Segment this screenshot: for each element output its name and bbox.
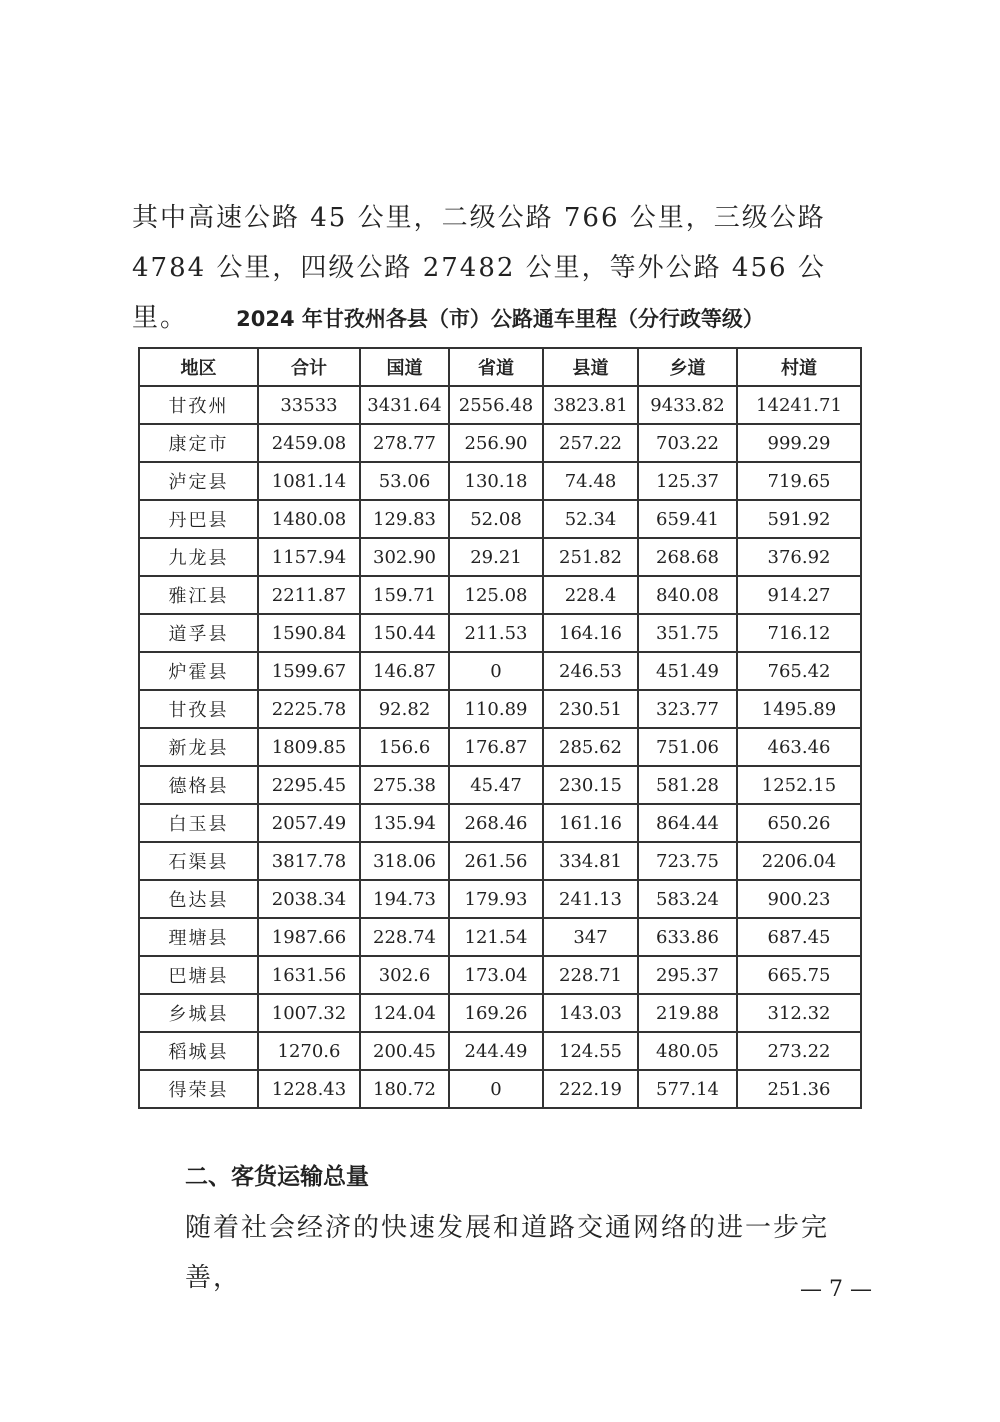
value-cell: 347 [543, 918, 638, 956]
value-cell: 230.51 [543, 690, 638, 728]
value-cell: 150.44 [360, 614, 449, 652]
table-row [139, 804, 861, 842]
region-cell: 得荣县 [139, 1070, 258, 1108]
value-cell: 0 [449, 652, 543, 690]
value-cell: 376.92 [737, 538, 861, 576]
value-cell: 180.72 [360, 1070, 449, 1108]
value-cell: 2057.49 [258, 804, 360, 842]
value-cell: 146.87 [360, 652, 449, 690]
value-cell: 164.16 [543, 614, 638, 652]
value-cell: 295.37 [638, 956, 737, 994]
region-cell: 理塘县 [139, 918, 258, 956]
value-cell: 302.90 [360, 538, 449, 576]
value-cell: 765.42 [737, 652, 861, 690]
value-cell: 334.81 [543, 842, 638, 880]
value-cell: 719.65 [737, 462, 861, 500]
value-cell: 2295.45 [258, 766, 360, 804]
region-cell: 白玉县 [139, 804, 258, 842]
value-cell: 110.89 [449, 690, 543, 728]
value-cell: 723.75 [638, 842, 737, 880]
value-cell: 200.45 [360, 1032, 449, 1070]
table-row [139, 994, 861, 1032]
value-cell: 3431.64 [360, 386, 449, 424]
value-cell: 228.74 [360, 918, 449, 956]
table-row [139, 462, 861, 500]
table-row [139, 918, 861, 956]
table-header-row [139, 348, 861, 386]
region-cell: 巴塘县 [139, 956, 258, 994]
value-cell: 241.13 [543, 880, 638, 918]
value-cell: 665.75 [737, 956, 861, 994]
value-cell: 257.22 [543, 424, 638, 462]
value-cell: 52.34 [543, 500, 638, 538]
value-cell: 230.15 [543, 766, 638, 804]
page-number: — 7 — [800, 1277, 872, 1302]
value-cell: 703.22 [638, 424, 737, 462]
value-cell: 219.88 [638, 994, 737, 1032]
table-row [139, 576, 861, 614]
value-cell: 312.32 [737, 994, 861, 1032]
value-cell: 121.54 [449, 918, 543, 956]
value-cell: 228.71 [543, 956, 638, 994]
value-cell: 125.37 [638, 462, 737, 500]
value-cell: 156.6 [360, 728, 449, 766]
value-cell: 687.45 [737, 918, 861, 956]
value-cell: 2038.34 [258, 880, 360, 918]
value-cell: 302.6 [360, 956, 449, 994]
value-cell: 268.68 [638, 538, 737, 576]
value-cell: 633.86 [638, 918, 737, 956]
region-cell: 甘孜州 [139, 386, 258, 424]
value-cell: 318.06 [360, 842, 449, 880]
value-cell: 246.53 [543, 652, 638, 690]
table-row [139, 538, 861, 576]
table-row [139, 1032, 861, 1070]
value-cell: 1495.89 [737, 690, 861, 728]
column-header: 县道 [543, 348, 638, 386]
value-cell: 130.18 [449, 462, 543, 500]
region-cell: 康定市 [139, 424, 258, 462]
section-heading: 二、客货运输总量 [185, 1164, 369, 1190]
value-cell: 1252.15 [737, 766, 861, 804]
region-cell: 丹巴县 [139, 500, 258, 538]
value-cell: 1270.6 [258, 1032, 360, 1070]
region-cell: 雅江县 [139, 576, 258, 614]
table-row [139, 424, 861, 462]
table-row [139, 766, 861, 804]
value-cell: 29.21 [449, 538, 543, 576]
value-cell: 351.75 [638, 614, 737, 652]
value-cell: 169.26 [449, 994, 543, 1032]
value-cell: 285.62 [543, 728, 638, 766]
table-row [139, 690, 861, 728]
value-cell: 135.94 [360, 804, 449, 842]
value-cell: 659.41 [638, 500, 737, 538]
table-row [139, 880, 861, 918]
region-cell: 道孚县 [139, 614, 258, 652]
table-body [139, 386, 861, 1108]
region-cell: 新龙县 [139, 728, 258, 766]
value-cell: 251.36 [737, 1070, 861, 1108]
value-cell: 1480.08 [258, 500, 360, 538]
value-cell: 581.28 [638, 766, 737, 804]
value-cell: 256.90 [449, 424, 543, 462]
value-cell: 864.44 [638, 804, 737, 842]
value-cell: 1228.43 [258, 1070, 360, 1108]
table-caption: 2024 年甘孜州各县（市）公路通车里程（分行政等级） [236, 307, 764, 331]
table-row [139, 728, 861, 766]
region-cell: 九龙县 [139, 538, 258, 576]
value-cell: 143.03 [543, 994, 638, 1032]
value-cell: 33533 [258, 386, 360, 424]
value-cell: 159.71 [360, 576, 449, 614]
value-cell: 451.49 [638, 652, 737, 690]
region-cell: 德格县 [139, 766, 258, 804]
mileage-table [138, 347, 862, 1109]
value-cell: 751.06 [638, 728, 737, 766]
value-cell: 2556.48 [449, 386, 543, 424]
value-cell: 2225.78 [258, 690, 360, 728]
value-cell: 463.46 [737, 728, 861, 766]
column-header: 地区 [139, 348, 258, 386]
value-cell: 583.24 [638, 880, 737, 918]
value-cell: 228.4 [543, 576, 638, 614]
value-cell: 74.48 [543, 462, 638, 500]
value-cell: 9433.82 [638, 386, 737, 424]
value-cell: 591.92 [737, 500, 861, 538]
value-cell: 278.77 [360, 424, 449, 462]
value-cell: 1987.66 [258, 918, 360, 956]
value-cell: 323.77 [638, 690, 737, 728]
value-cell: 275.38 [360, 766, 449, 804]
value-cell: 161.16 [543, 804, 638, 842]
intro-paragraph: 其中高速公路 45 公里，二级公路 766 公里，三级公路 4784 公里，四级公路 27482 公里，等外公路 456 公里。 [132, 203, 826, 333]
column-header: 省道 [449, 348, 543, 386]
value-cell: 211.53 [449, 614, 543, 652]
value-cell: 273.22 [737, 1032, 861, 1070]
value-cell: 1631.56 [258, 956, 360, 994]
value-cell: 1007.32 [258, 994, 360, 1032]
value-cell: 716.12 [737, 614, 861, 652]
value-cell: 129.83 [360, 500, 449, 538]
value-cell: 176.87 [449, 728, 543, 766]
value-cell: 2459.08 [258, 424, 360, 462]
table-row [139, 842, 861, 880]
closing-paragraph: 随着社会经济的快速发展和道路交通网络的进一步完善， [185, 1213, 830, 1293]
value-cell: 222.19 [543, 1070, 638, 1108]
table-row [139, 956, 861, 994]
value-cell: 268.46 [449, 804, 543, 842]
value-cell: 577.14 [638, 1070, 737, 1108]
table-row [139, 652, 861, 690]
value-cell: 914.27 [737, 576, 861, 614]
table-row [139, 386, 861, 424]
value-cell: 261.56 [449, 842, 543, 880]
table-row [139, 1070, 861, 1108]
column-header: 国道 [360, 348, 449, 386]
value-cell: 1157.94 [258, 538, 360, 576]
value-cell: 0 [449, 1070, 543, 1108]
region-cell: 石渠县 [139, 842, 258, 880]
value-cell: 1590.84 [258, 614, 360, 652]
region-cell: 炉霍县 [139, 652, 258, 690]
value-cell: 53.06 [360, 462, 449, 500]
region-cell: 乡城县 [139, 994, 258, 1032]
value-cell: 2211.87 [258, 576, 360, 614]
value-cell: 1081.14 [258, 462, 360, 500]
value-cell: 2206.04 [737, 842, 861, 880]
value-cell: 173.04 [449, 956, 543, 994]
value-cell: 251.82 [543, 538, 638, 576]
value-cell: 125.08 [449, 576, 543, 614]
value-cell: 1809.85 [258, 728, 360, 766]
value-cell: 92.82 [360, 690, 449, 728]
value-cell: 244.49 [449, 1032, 543, 1070]
value-cell: 900.23 [737, 880, 861, 918]
value-cell: 194.73 [360, 880, 449, 918]
value-cell: 1599.67 [258, 652, 360, 690]
column-header: 乡道 [638, 348, 737, 386]
column-header: 村道 [737, 348, 861, 386]
value-cell: 650.26 [737, 804, 861, 842]
value-cell: 124.55 [543, 1032, 638, 1070]
region-cell: 色达县 [139, 880, 258, 918]
value-cell: 840.08 [638, 576, 737, 614]
value-cell: 3817.78 [258, 842, 360, 880]
value-cell: 14241.71 [737, 386, 861, 424]
table-row [139, 500, 861, 538]
value-cell: 124.04 [360, 994, 449, 1032]
value-cell: 999.29 [737, 424, 861, 462]
region-cell: 甘孜县 [139, 690, 258, 728]
value-cell: 45.47 [449, 766, 543, 804]
value-cell: 3823.81 [543, 386, 638, 424]
column-header: 合计 [258, 348, 360, 386]
value-cell: 52.08 [449, 500, 543, 538]
value-cell: 480.05 [638, 1032, 737, 1070]
table-row [139, 614, 861, 652]
region-cell: 稻城县 [139, 1032, 258, 1070]
region-cell: 泸定县 [139, 462, 258, 500]
value-cell: 179.93 [449, 880, 543, 918]
